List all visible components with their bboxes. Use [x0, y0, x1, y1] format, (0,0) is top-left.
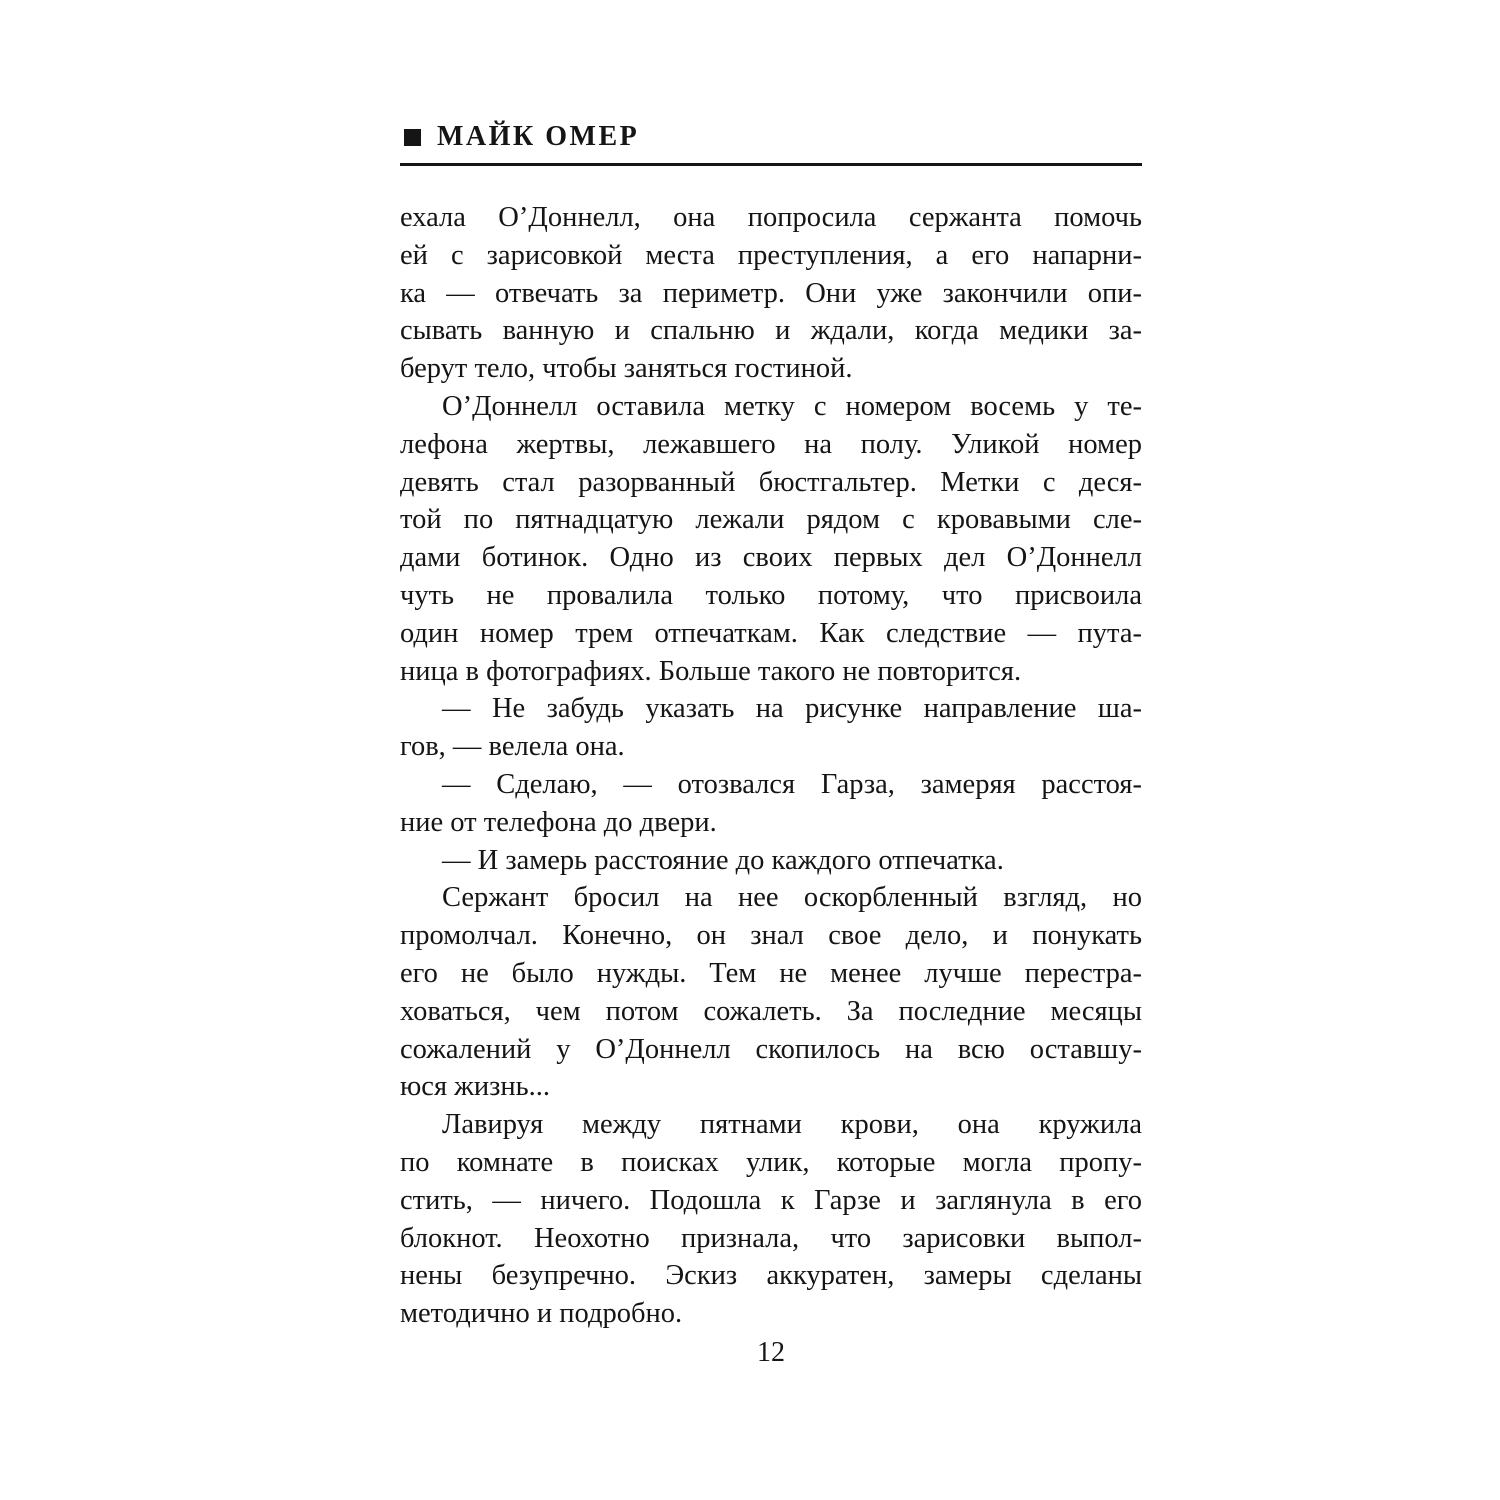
text-line: сывать ванную и спальню и ждали, когда медики за- — [400, 315, 1142, 347]
paragraph — [400, 879, 1142, 1106]
text-line: — Сделаю, — отозвался Гарза, замеряя расстоя- — [442, 768, 1142, 800]
paragraph — [400, 842, 1142, 880]
body-text — [400, 199, 1142, 1333]
text-line: ница в фотографиях. Больше такого не повторится. — [400, 655, 1022, 687]
text-line: стить, — ничего. Подошла к Гарзе и заглянула в его — [400, 1184, 1142, 1216]
header-rule — [400, 163, 1142, 166]
page-number: 12 — [757, 1337, 785, 1368]
text-line: ей с зарисовкой места преступления, а его напарни- — [400, 239, 1142, 271]
paragraph — [400, 766, 1142, 842]
running-header — [400, 121, 1142, 163]
text-line: методично и подробно. — [400, 1298, 683, 1330]
text-line: той по пятнадцатую лежали рядом с кровавыми сле- — [400, 504, 1142, 536]
text-line: О’Доннелл оставила метку с номером восемь у те- — [442, 390, 1142, 422]
text-line: блокнот. Неохотно признала, что зарисовки выпол- — [400, 1222, 1142, 1254]
text-line: промолчал. Конечно, он знал свое дело, и понукать — [400, 920, 1142, 952]
text-column — [400, 121, 1142, 1333]
paragraph — [400, 388, 1142, 690]
text-line: гов, — велела она. — [400, 731, 625, 763]
text-line: — И замерь расстояние до каждого отпечатка. — [442, 844, 1004, 876]
text-line: нены безупречно. Эскиз аккуратен, замеры сделаны — [400, 1260, 1142, 1292]
text-line: лефона жертвы, лежавшего на полу. Уликой номер — [400, 428, 1142, 460]
author-name: МАЙК ОМЕР — [437, 121, 640, 152]
paragraph — [400, 199, 1142, 388]
text-line: юся жизнь... — [400, 1071, 551, 1103]
text-line: сожалений у О’Доннелл скопилось на всю оставшу- — [400, 1033, 1142, 1065]
text-line: ховаться, чем потом сожалеть. За последние месяцы — [400, 995, 1142, 1027]
text-line: ехала О’Доннелл, она попросила сержанта помочь — [400, 202, 1142, 233]
text-line: один номер трем отпечаткам. Как следствие — пута- — [400, 617, 1142, 649]
text-line: по комнате в поисках улик, которые могла пропу- — [400, 1146, 1142, 1178]
paragraph — [400, 1106, 1142, 1333]
text-line: Лавируя между пятнами крови, она кружила — [442, 1109, 1142, 1141]
text-line: чуть не провалила только потому, что присвоила — [400, 579, 1142, 611]
text-line: дами ботинок. Одно из своих первых дел О’Доннелл — [400, 542, 1142, 574]
text-line: его не было нужды. Тем не менее лучше перестра- — [400, 957, 1142, 989]
text-line: ка — отвечать за периметр. Они уже закончили опи- — [400, 277, 1142, 309]
text-line: Сержант бросил на нее оскорбленный взгляд, но — [442, 882, 1142, 914]
paragraph — [400, 690, 1142, 766]
square-bullet-icon — [404, 129, 421, 146]
text-line: девять стал разорванный бюстгальтер. Метки с деся- — [400, 466, 1142, 498]
text-line: берут тело, чтобы заняться гостиной. — [400, 353, 853, 385]
text-line: ние от телефона до двери. — [400, 806, 717, 838]
text-line: — Не забудь указать на рисунке направление ша- — [442, 693, 1142, 725]
